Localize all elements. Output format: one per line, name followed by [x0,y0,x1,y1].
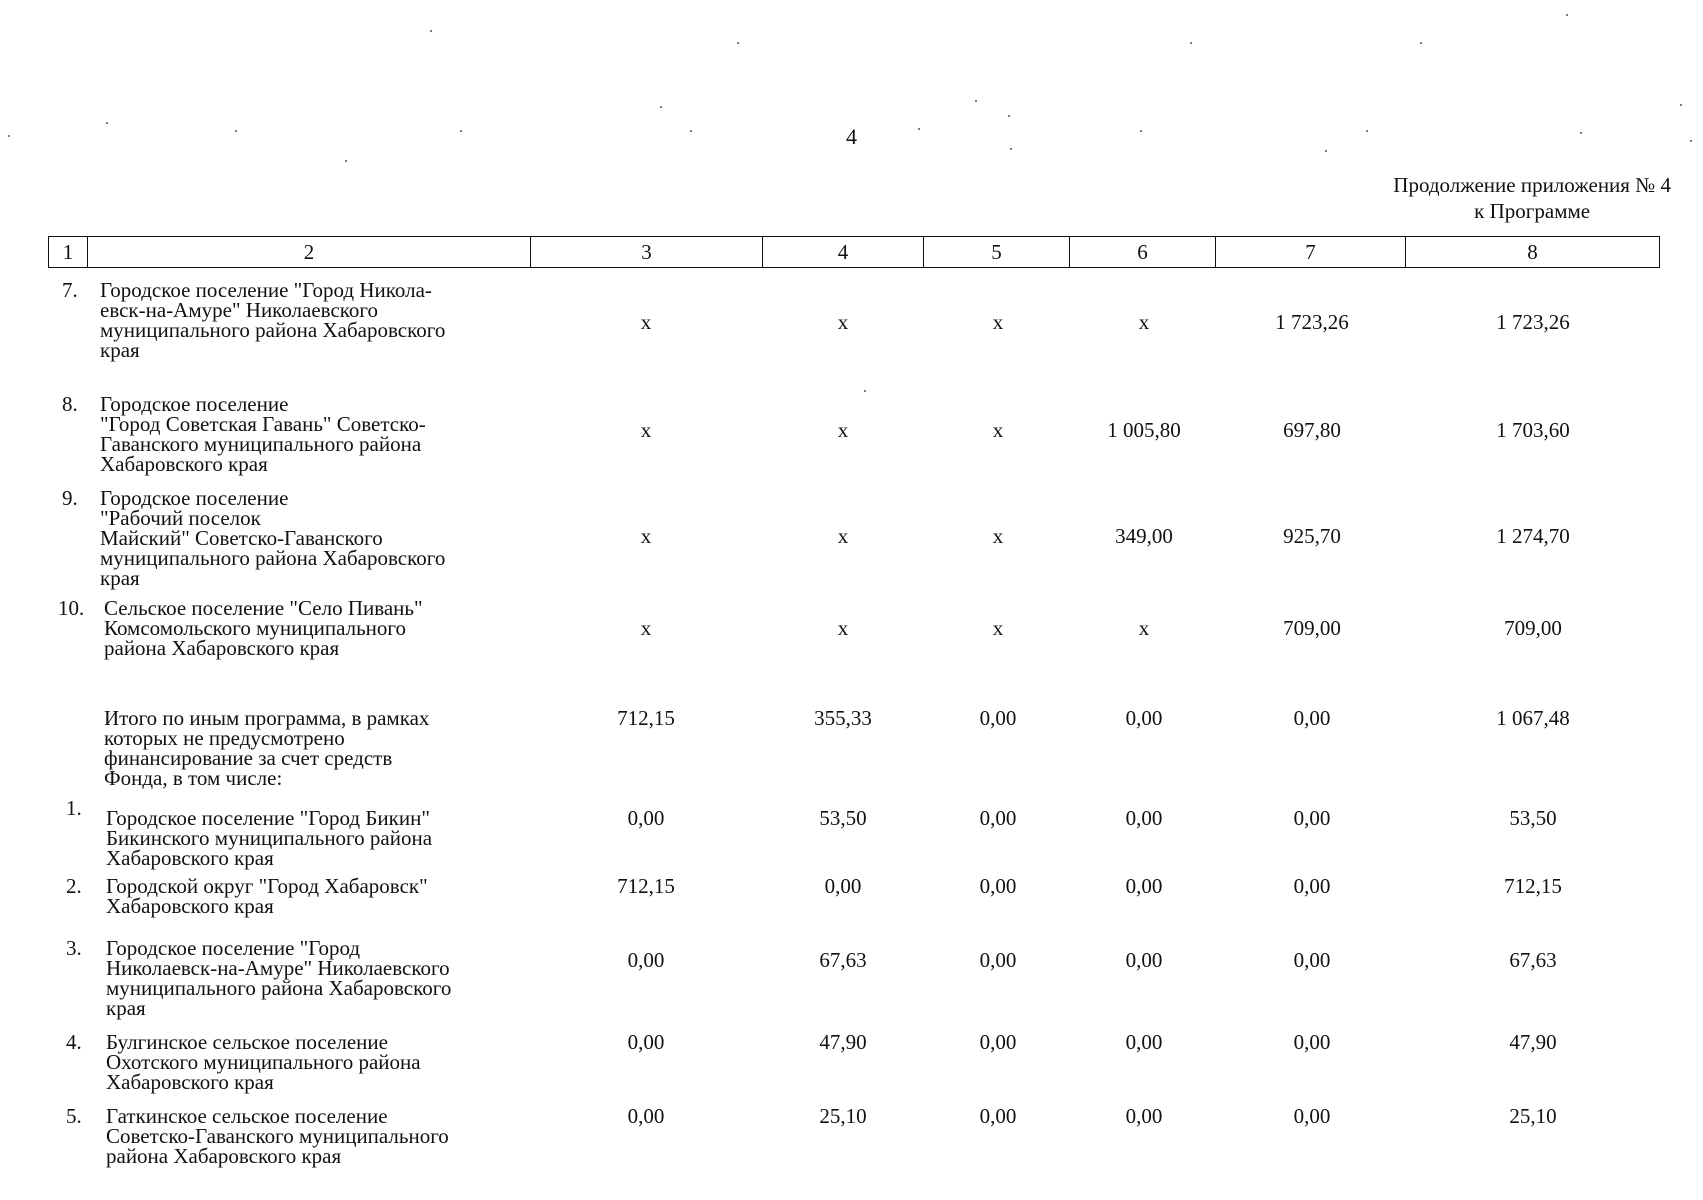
row-name-line: евск-на-Амуре" Николаевского [100,298,379,322]
row-name-line: Николаевск-на-Амуре" Николаевского [106,956,450,980]
scan-speck [1008,115,1010,117]
scan-speck [1566,14,1568,16]
cell-col-7: 1 723,26 [1275,310,1349,334]
row-name [106,1106,449,1166]
cell-col-6: x [1138,310,1150,334]
scan-speck [1010,148,1012,150]
cell-col-4: 355,33 [814,706,872,730]
cell-col-6: x [1138,616,1150,640]
cell-col-4: 67,63 [819,948,867,972]
cell-col-3: 712,15 [617,874,675,898]
cell-col-3: x [640,524,652,548]
row-name-line: Городское поселение [100,392,289,416]
cell-col-8: 1 723,26 [1496,310,1570,334]
cell-col-3: 0,00 [627,806,665,830]
scan-speck [864,390,866,392]
column-header-8: 8 [1406,237,1660,268]
cell-col-5: x [992,524,1004,548]
scan-speck [1420,42,1422,44]
row-name-line: края [100,338,140,362]
scan-speck [1690,140,1692,142]
cell-col-8: 1 703,60 [1496,418,1570,442]
row-name-line: муниципального района Хабаровского [100,546,446,570]
row-number: 3. [66,936,82,960]
cell-col-5: 0,00 [979,1104,1017,1128]
cell-col-5: 0,00 [979,948,1017,972]
cell-col-7: 0,00 [1293,706,1331,730]
cell-col-8: 1 274,70 [1496,524,1570,548]
cell-col-6: 0,00 [1125,706,1163,730]
cell-col-8: 25,10 [1509,1104,1557,1128]
row-name-line: Хабаровского края [100,452,268,476]
scan-speck [1680,104,1682,106]
cell-col-6: 0,00 [1125,948,1163,972]
row-name-line: края [100,566,140,590]
row-number: 7. [62,278,78,302]
row-name-line: Фонда, в том числе: [104,766,283,790]
row-number: 1. [66,796,82,820]
cell-col-6: 0,00 [1125,874,1163,898]
scan-speck [660,106,662,108]
page-number: 4 [846,124,857,149]
row-name-line: Городское поселение [100,486,289,510]
row-name-line: "Город Советская Гавань" Советско- [100,412,426,436]
cell-col-3: x [640,616,652,640]
continuation-line-2: к Программе [1474,199,1591,223]
row-name-line: Городское поселение "Город Никола- [100,278,432,302]
column-header-4: 4 [763,237,924,268]
cell-col-6: 349,00 [1115,524,1173,548]
column-header-2: 2 [88,237,531,268]
row-name [106,938,451,1018]
row-name [106,876,428,916]
row-number: 2. [66,874,82,898]
cell-col-3: 0,00 [627,1030,665,1054]
cell-col-4: 0,00 [824,874,862,898]
scan-speck [8,135,10,137]
row-name [104,708,429,788]
scan-speck [106,122,108,124]
row-number: 5. [66,1104,82,1128]
cell-col-4: 47,90 [819,1030,867,1054]
row-name-line: которых не предусмотрено [104,726,345,750]
cell-col-5: 0,00 [979,706,1017,730]
row-name-line: Майский" Советско-Гаванского [100,526,383,550]
cell-col-5: x [992,310,1004,334]
cell-col-4: x [837,310,849,334]
cell-col-7: 0,00 [1293,948,1331,972]
row-name-line: Хабаровского края [106,1070,274,1094]
cell-col-7: 0,00 [1293,806,1331,830]
column-header-6: 6 [1070,237,1216,268]
cell-col-8: 709,00 [1504,616,1562,640]
row-name-line: муниципального района Хабаровского [106,976,452,1000]
cell-col-6: 0,00 [1125,1104,1163,1128]
row-name-line: Хабаровского края [106,894,274,918]
row-name [106,808,432,868]
scan-speck [1580,132,1582,134]
cell-col-8: 47,90 [1509,1030,1557,1054]
row-name-line: Городское поселение "Город Бикин" [106,806,430,830]
continuation-note [1393,172,1671,224]
row-name-line: Городской округ "Город Хабаровск" [106,874,428,898]
column-header-1: 1 [49,237,88,268]
row-name-line: Городское поселение "Город [106,936,361,960]
row-name [100,488,445,588]
cell-col-8: 1 067,48 [1496,706,1570,730]
cell-col-6: 0,00 [1125,1030,1163,1054]
cell-col-5: x [992,616,1004,640]
row-name-line: Итого по иным программа, в рамках [104,706,430,730]
cell-col-8: 712,15 [1504,874,1562,898]
cell-col-7: 0,00 [1293,1104,1331,1128]
scan-speck [975,100,977,102]
column-header-5: 5 [924,237,1070,268]
scan-speck [737,42,739,44]
cell-col-5: 0,00 [979,874,1017,898]
column-header-7: 7 [1216,237,1406,268]
scan-speck [460,130,462,132]
row-name [100,394,426,474]
cell-col-7: 709,00 [1283,616,1341,640]
cell-col-8: 67,63 [1509,948,1557,972]
cell-col-7: 697,80 [1283,418,1341,442]
cell-col-6: 1 005,80 [1107,418,1181,442]
cell-col-3: x [640,310,652,334]
scan-speck [430,30,432,32]
scan-speck [235,130,237,132]
scan-speck [1366,130,1368,132]
row-name-line: Сельское поселение "Село Пивань" [104,596,423,620]
cell-col-6: 0,00 [1125,806,1163,830]
scan-speck [1140,130,1142,132]
row-number: 9. [62,486,78,510]
cell-col-8: 53,50 [1509,806,1557,830]
row-name-line: Бикинского муниципального района [106,826,433,850]
row-name [100,280,445,360]
cell-col-5: x [992,418,1004,442]
row-name-line: "Рабочий поселок [100,506,261,530]
continuation-line-1: Продолжение приложения № 4 [1393,173,1671,197]
cell-col-7: 0,00 [1293,1030,1331,1054]
cell-col-5: 0,00 [979,806,1017,830]
row-name-line: Хабаровского края [106,846,274,870]
cell-col-4: 53,50 [819,806,867,830]
row-name-line: Советско-Гаванского муниципального [106,1124,449,1148]
column-header-3: 3 [531,237,763,268]
column-header-row [49,237,1660,268]
row-name [104,598,423,658]
row-name-line: района Хабаровского края [106,1144,342,1168]
row-name-line: Булгинское сельское поселение [106,1030,388,1054]
row-name-line: района Хабаровского края [104,636,340,660]
cell-col-3: 712,15 [617,706,675,730]
row-name-line: Гаванского муниципального района [100,432,422,456]
row-number: 4. [66,1030,82,1054]
cell-col-7: 925,70 [1283,524,1341,548]
row-name-line: края [106,996,146,1020]
cell-col-4: x [837,418,849,442]
cell-col-5: 0,00 [979,1030,1017,1054]
row-name-line: муниципального района Хабаровского [100,318,446,342]
row-number: 10. [58,596,85,620]
row-name [106,1032,421,1092]
cell-col-3: 0,00 [627,1104,665,1128]
scan-speck [1190,42,1192,44]
scan-speck [918,128,920,130]
row-name-line: Гаткинское сельское поселение [106,1104,388,1128]
row-name-line: финансирование за счет средств [104,746,393,770]
cell-col-3: x [640,418,652,442]
row-number: 8. [62,392,78,416]
column-header-table [48,236,1660,268]
scan-speck [690,130,692,132]
cell-col-4: 25,10 [819,1104,867,1128]
cell-col-3: 0,00 [627,948,665,972]
cell-col-4: x [837,524,849,548]
scan-speck [1325,150,1327,152]
cell-col-4: x [837,616,849,640]
scan-speck [345,160,347,162]
cell-col-7: 0,00 [1293,874,1331,898]
row-name-line: Комсомольского муниципального [104,616,407,640]
row-name-line: Охотского муниципального района [106,1050,421,1074]
